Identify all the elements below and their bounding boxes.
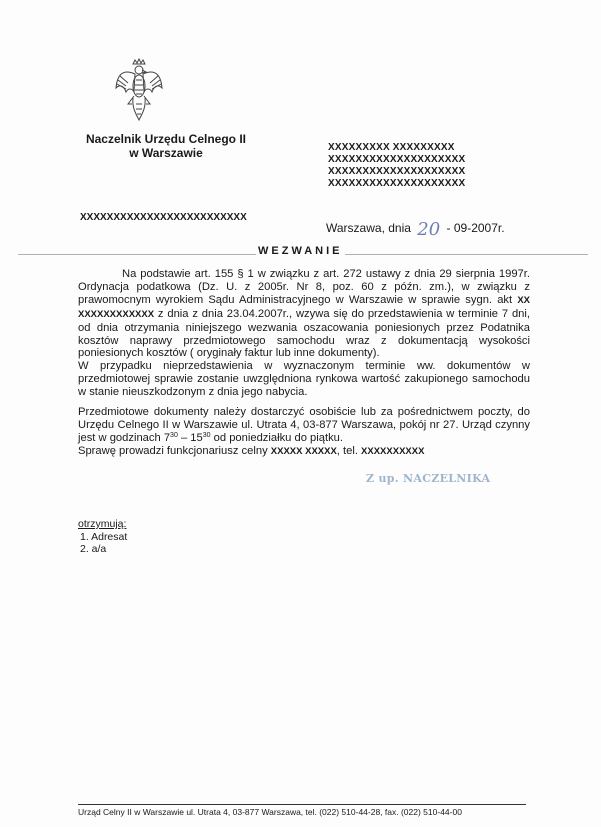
document-title: WEZWANIE [258, 245, 343, 257]
distribution-item: 1. Adresat [80, 530, 128, 543]
letter-body-delivery [78, 406, 530, 459]
authorization-stamp: Z up. NACZELNIKA [366, 472, 491, 485]
place-and-date [326, 219, 505, 240]
issuing-office [76, 132, 256, 160]
office-city: w Warszawie [129, 146, 203, 160]
recipient-line: XXXXXXXXX XXXXXXXXX [328, 142, 455, 153]
date-suffix: - 09-2007r. [446, 221, 505, 235]
paragraph-legal-basis: Na podstawie art. 155 § 1 w związku z art. 272 ustawy z dnia 29 sierpnia 1997r. Ordynacja podatkowa (Dz. U. z 2005r. Nr 8, poz. 60 z późn. zm.), w związku z prawomocnym wyrokiem Sądu Administracyjnego w Warszawie w sprawie sygn. akt XX XXXXXXXXXXXX z dnia z dnia 23.04.2007r., wzywa się do przedstawienia w terminie 7 dni, od dnia otrzymania niniejszego wezwania oszacowania poniesionych przez Podatnika kosztów naprawy przedmiotowego samochodu wraz z dokumentacją wysokości poniesionych kosztów ( oryginały faktur lub inne dokumenty). [78, 268, 530, 360]
page-footer: Urząd Celny II w Warszawie ul. Utrata 4, 03-877 Warszawa, tel. (022) 510-44-28, fax. (022) 510-44-00 [78, 807, 462, 817]
paragraph-contact: Sprawę prowadzi funkcjonariusz celny XXXXX XXXXX, tel. XXXXXXXXXX [78, 444, 425, 457]
recipient-address [328, 142, 465, 190]
distribution-item: 2. a/a [80, 543, 107, 555]
place-prefix: Warszawa, dnia [326, 221, 411, 235]
paragraph-delivery: Przedmiotowe dokumenty należy dostarczyć osobiście lub za pośrednictwem poczty, do Urzędu Celnego II w Warszawie ul. Utrata 4, 03-877 Warszawa, pokój nr 27. Urząd czynny jest w godzinach $7^{30} - 15^{30}$ od poniedziałku do piątku. [78, 406, 530, 444]
handwritten-day: 20 [417, 219, 441, 240]
letter-body [78, 268, 530, 399]
distribution-heading: otrzymują: [78, 518, 127, 530]
polish-eagle-emblem-icon [114, 58, 164, 122]
recipient-line: XXXXXXXXXXXXXXXXXXXX [328, 178, 466, 189]
office-name: Naczelnik Urzędu Celnego II [85, 132, 247, 146]
case-number-prefix: XX [517, 294, 530, 306]
reference-number: XXXXXXXXXXXXXXXXXXXXXXXXX [80, 212, 247, 223]
officer-phone: XXXXXXXXXX [361, 445, 425, 457]
recipient-line: XXXXXXXXXXXXXXXXXXXX [328, 154, 466, 165]
officer-name: XXXXX XXXXX [270, 445, 337, 457]
distribution-list [78, 518, 127, 556]
footer-divider [78, 804, 526, 805]
case-number: XXXXXXXXXXXX [78, 308, 155, 320]
recipient-line: XXXXXXXXXXXXXXXXXXXX [328, 166, 466, 177]
paragraph-consequence: W przypadku nieprzedstawienia w wyznaczonym terminie ww. dokumentów w przedmiotowej sprawie zostanie uwzględniona rynkowa wartość zakupionego samochodu w stanie nieuszkodzonym z dnia jego nabycia. [78, 360, 530, 399]
